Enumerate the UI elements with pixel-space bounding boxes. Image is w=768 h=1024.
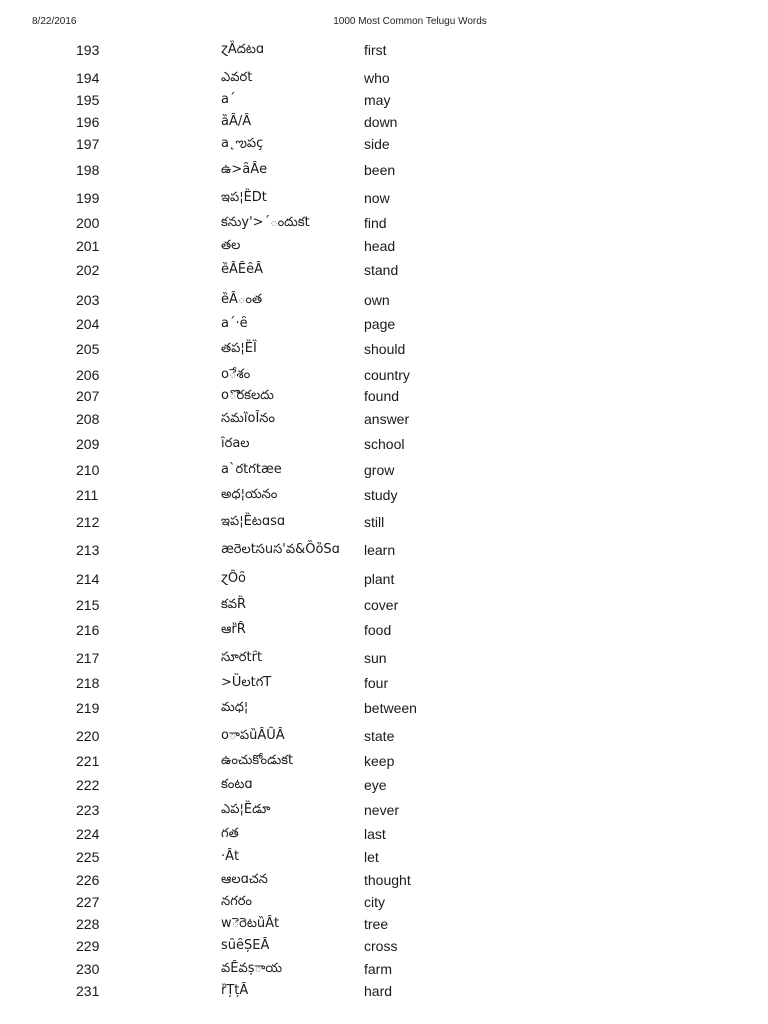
word-number: 219 [76, 700, 100, 716]
word-number: 209 [76, 436, 100, 452]
telugu-word: కంటɑ [221, 777, 253, 792]
telugu-word: సమȉoȊనం [221, 411, 275, 426]
word-number: 194 [76, 70, 100, 86]
english-word: keep [364, 753, 395, 769]
english-word: head [364, 238, 396, 254]
english-word: four [364, 675, 389, 691]
word-number: 206 [76, 367, 100, 383]
telugu-word: ·Ȃt [221, 849, 240, 864]
word-row [0, 620, 768, 640]
word-row [0, 213, 768, 233]
english-word: found [364, 388, 400, 404]
word-row [0, 698, 768, 718]
word-row [0, 540, 768, 560]
english-word: answer [364, 411, 410, 427]
english-word: own [364, 292, 390, 308]
telugu-word: a˛ఌపç [221, 136, 264, 151]
telugu-word: oేశం [221, 367, 251, 382]
word-number: 205 [76, 341, 100, 357]
english-word: stand [364, 262, 399, 278]
english-word: let [364, 849, 379, 865]
telugu-word: >ȔలtగT [221, 675, 272, 690]
word-row [0, 90, 768, 110]
word-number: 215 [76, 597, 100, 613]
telugu-word: కనుy'>´ందుకt [221, 215, 310, 230]
word-row [0, 365, 768, 385]
english-word: down [364, 114, 398, 130]
word-row [0, 68, 768, 88]
word-row [0, 40, 768, 60]
word-row [0, 386, 768, 406]
word-row [0, 160, 768, 180]
telugu-word: గత [221, 826, 239, 841]
telugu-word: ɀȎȏ [221, 571, 247, 586]
english-word: sun [364, 650, 387, 666]
word-row [0, 870, 768, 890]
telugu-word: oొరకలదు [221, 388, 274, 403]
telugu-word: ఎప¦Ȅడూ [221, 802, 271, 817]
english-word: city [364, 894, 385, 910]
telugu-word: సూరtȓt [221, 650, 263, 665]
telugu-word: a´ [221, 92, 236, 107]
word-row [0, 512, 768, 532]
english-word: been [364, 162, 396, 178]
word-number: 203 [76, 292, 100, 308]
word-number: 227 [76, 894, 100, 910]
telugu-word: అధ¦యనం [221, 487, 278, 502]
english-word: who [364, 70, 390, 86]
english-word: cross [364, 938, 398, 954]
telugu-word: మధ¦ [221, 700, 249, 715]
word-row [0, 914, 768, 934]
document-title: 1000 Most Common Telugu Words [333, 16, 487, 27]
word-row [0, 188, 768, 208]
english-word: still [364, 514, 385, 530]
word-number: 207 [76, 388, 100, 404]
word-row [0, 485, 768, 505]
word-number: 218 [76, 675, 100, 691]
word-row [0, 290, 768, 310]
word-row [0, 751, 768, 771]
telugu-word: వȆవșాయ [221, 961, 283, 976]
english-word: farm [364, 961, 392, 977]
telugu-word: ȅȂంత [221, 292, 263, 307]
word-number: 217 [76, 650, 100, 666]
word-row [0, 936, 768, 956]
telugu-word: ఉ>ȃȂe [221, 162, 268, 177]
english-word: last [364, 826, 386, 842]
word-row [0, 800, 768, 820]
telugu-word: ఎవరt [221, 70, 253, 85]
word-number: 229 [76, 938, 100, 954]
english-word: hard [364, 983, 393, 999]
english-word: find [364, 215, 387, 231]
word-number: 213 [76, 542, 100, 558]
telugu-word: sȗȇȘEȂ [221, 938, 270, 953]
word-row [0, 134, 768, 154]
telugu-word: ȅȂȆȇȂ [221, 262, 263, 277]
english-word: thought [364, 872, 411, 888]
english-word: should [364, 341, 406, 357]
word-row [0, 892, 768, 912]
word-number: 200 [76, 215, 100, 231]
word-number: 202 [76, 262, 100, 278]
word-number: 226 [76, 872, 100, 888]
word-number: 193 [76, 42, 100, 58]
word-number: 220 [76, 728, 100, 744]
english-word: cover [364, 597, 399, 613]
english-word: learn [364, 542, 396, 558]
telugu-word: ఉంచుకోండుకt [221, 753, 294, 768]
word-number: 225 [76, 849, 100, 865]
word-row [0, 339, 768, 359]
english-word: may [364, 92, 391, 108]
word-row [0, 236, 768, 256]
telugu-word: కవȐ [221, 597, 247, 612]
page-header [0, 16, 768, 32]
word-row [0, 595, 768, 615]
word-number: 211 [76, 487, 99, 503]
word-number: 197 [76, 136, 100, 152]
word-row [0, 981, 768, 1001]
word-number: 216 [76, 622, 100, 638]
english-word: side [364, 136, 390, 152]
word-row [0, 726, 768, 746]
word-row [0, 824, 768, 844]
telugu-word: wెరెటȕȂt [221, 916, 280, 931]
word-row [0, 673, 768, 693]
telugu-word: æరెలtసuస'వ&ȌȍSɑ [221, 542, 340, 557]
word-number: 196 [76, 114, 100, 130]
word-number: 204 [76, 316, 100, 332]
telugu-word: ఆȑȒ [221, 622, 246, 637]
word-number: 199 [76, 190, 100, 206]
english-word: school [364, 436, 405, 452]
word-row [0, 569, 768, 589]
word-number: 224 [76, 826, 100, 842]
word-row [0, 260, 768, 280]
word-number: 198 [76, 162, 100, 178]
english-word: tree [364, 916, 389, 932]
word-number: 201 [76, 238, 100, 254]
word-number: 210 [76, 462, 100, 478]
english-word: now [364, 190, 390, 206]
english-word: first [364, 42, 387, 58]
telugu-word: ɀȀదటɑ [221, 42, 265, 57]
word-number: 221 [76, 753, 100, 769]
word-row [0, 775, 768, 795]
telugu-word: తల [221, 238, 241, 253]
english-word: food [364, 622, 392, 638]
telugu-word: ȋరaల [221, 436, 250, 451]
english-word: state [364, 728, 395, 744]
word-number: 228 [76, 916, 100, 932]
word-row [0, 648, 768, 668]
word-row [0, 409, 768, 429]
word-number: 212 [76, 514, 100, 530]
telugu-word: ఇప¦Ȅటɑsɑ [221, 514, 286, 529]
telugu-word: oాపȕȂȖȂ [221, 728, 285, 743]
telugu-word: ఆలɑచన [221, 872, 268, 887]
word-row [0, 460, 768, 480]
english-word: country [364, 367, 410, 383]
word-number: 214 [76, 571, 100, 587]
word-number: 195 [76, 92, 100, 108]
word-row [0, 959, 768, 979]
english-word: study [364, 487, 398, 503]
english-word: plant [364, 571, 395, 587]
english-word: grow [364, 462, 395, 478]
word-number: 230 [76, 961, 100, 977]
telugu-word: తప¦ȄȈ [221, 341, 257, 356]
word-number: 223 [76, 802, 100, 818]
english-word: page [364, 316, 396, 332]
print-date: 8/22/2016 [32, 16, 77, 27]
telugu-word: a`రtగtæe [221, 462, 282, 477]
word-row [0, 847, 768, 867]
english-word: between [364, 700, 417, 716]
telugu-word: నగరం [221, 894, 253, 909]
telugu-word: ఇప¦ȄDt [221, 190, 267, 205]
telugu-word: ȁȂ/Ȃ [221, 114, 252, 129]
word-row [0, 314, 768, 334]
telugu-word: ȑȚțȂ [221, 983, 249, 998]
word-row [0, 112, 768, 132]
english-word: eye [364, 777, 387, 793]
english-word: never [364, 802, 400, 818]
telugu-word: a´·ȇ [221, 316, 248, 331]
word-number: 222 [76, 777, 100, 793]
word-row [0, 434, 768, 454]
word-number: 231 [76, 983, 100, 999]
word-number: 208 [76, 411, 100, 427]
